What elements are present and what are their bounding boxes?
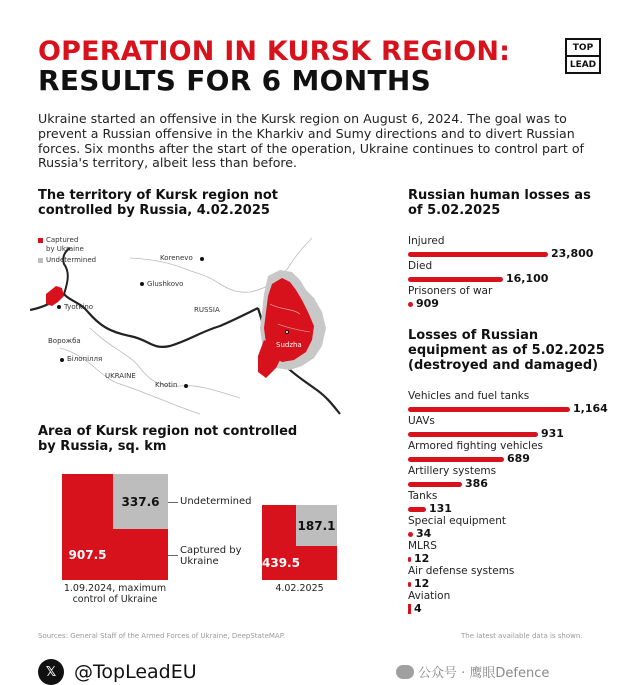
intro-text: Ukraine started an offensive in the Kursk region on August 6, 2024. The goal was to prevent a Russian offensive in the Kharkiv and Sumy directions and to divert Russian forces. Six months after the start of the operation, Ukraine continues to control part of Russia's territory, albeit less than before. [38,111,584,171]
legend-undetermined-swatch [38,258,43,263]
map-label-russia: RUSSIA [194,306,220,314]
equipment-label: Tanks [408,490,438,502]
map-dot-khotin [184,384,188,388]
equipment-value: 12 [414,552,430,565]
equipment-item [408,415,564,440]
equipment-label: Air defense systems [408,565,515,577]
equipment-heading: Losses of Russian equipment as of 5.02.2025 (destroyed and damaged) [408,328,605,373]
captured-label: Captured by Ukraine [180,544,242,567]
equipment-bar [408,532,413,537]
captured-connector [168,555,178,556]
equipment-bar-line [408,603,450,615]
equipment-label: Special equipment [408,515,506,527]
equipment-bar-line [408,403,608,415]
equipment-item [408,540,437,565]
equipment-bar-line [408,478,496,490]
equipment-value: 131 [429,502,452,515]
equipment-bar [408,482,462,487]
map-heading: The territory of Kursk region not controlled by Russia, 4.02.2025 [38,188,278,218]
captured-area-tyotkino [46,286,64,306]
legend-undetermined-label: Undetermined [46,256,97,264]
map-label-glushkovo: Glushkovo [147,280,184,288]
equipment-bar [408,604,411,614]
x-logo-icon[interactable]: 𝕏 [38,659,64,685]
equipment-label: Vehicles and fuel tanks [408,390,530,402]
map-dot-korenevo [200,257,204,261]
map-label-khotin: Khotin [155,381,178,389]
equipment-item [408,440,543,465]
top-lead-logo [565,38,601,74]
equipment-value: 931 [541,427,564,440]
loss-item [408,260,548,285]
loss-value: 16,100 [506,272,549,285]
equipment-bar [408,457,504,462]
area-captured-value: 907.5 [68,547,107,562]
equipment-bar-line [408,578,514,590]
area-heading: Area of Kursk region not controlled by Russia, sq. km [38,424,298,454]
map-legend [38,236,96,267]
equipment-bar [408,507,426,512]
equipment-bar-line [408,428,564,440]
loss-bar [408,252,548,257]
sources: Sources: General Staff of the Armed Forces of Ukraine, DeepStateMAP. [38,632,286,640]
equipment-label: Armored fighting vehicles [408,440,544,452]
equipment-bar-line [408,553,437,565]
equipment-bar-line [408,503,452,515]
logo-bottom: LEAD [569,59,597,70]
equipment-item [408,565,514,590]
undetermined-label: Undetermined [180,495,252,507]
loss-bar-line [408,273,548,285]
equipment-item [408,465,496,490]
legend-captured-label: Captured by Ukraine [46,236,84,253]
area-undetermined-value: 187.1 [297,518,336,533]
legend-captured-swatch [38,238,43,243]
equipment-value: 1,164 [573,402,608,415]
map-label-sudzha: Sudzha [276,341,302,349]
loss-label: Prisoners of war [408,285,493,297]
loss-bar-line [408,298,492,310]
equipment-item [408,390,608,415]
loss-label: Died [408,260,433,272]
wechat-icon [396,665,414,679]
watermark-text: 公众号 · 鹰眼Defence [418,666,550,681]
social-handle[interactable]: @TopLeadEU [74,661,197,683]
equipment-bar [408,582,411,587]
area-date-caption: 1.09.2024, maximum control of Ukraine [63,583,167,605]
equipment-value: 12 [414,577,430,590]
equipment-item [408,515,506,540]
equipment-value: 4 [414,602,422,615]
undetermined-connector [168,502,178,503]
equipment-label: MLRS [408,540,437,552]
map-dot-bilopillia [60,358,64,362]
map-label-ukraine: UKRAINE [105,372,136,380]
loss-item [408,235,593,260]
title-line-2: RESULTS FOR 6 MONTHS [38,64,432,97]
map-label-vorozhba: Ворожба [48,337,81,345]
equipment-bar-line [408,453,543,465]
area-date-caption: 4.02.2025 [275,583,324,594]
area-captured-value: 439.5 [262,556,300,570]
map-label-tyotkino: Tyotkino [64,303,94,311]
loss-label: Injured [408,235,445,247]
map-dot-glushkovo [140,282,144,286]
logo-top: TOP [567,40,599,57]
equipment-value: 34 [416,527,432,540]
map-dot-sudzha [285,330,289,334]
equipment-bar-line [408,528,506,540]
loss-bar [408,302,413,307]
loss-bar-line [408,248,593,260]
watermark [396,662,549,681]
equipment-value: 689 [507,452,530,465]
map-label-korenevo: Korenevo [160,254,193,262]
equipment-label: Aviation [408,590,451,602]
equipment-bar [408,557,411,562]
equipment-label: UAVs [408,415,435,427]
equipment-label: Artillery systems [408,465,497,477]
loss-value: 23,800 [551,247,594,260]
loss-item [408,285,492,310]
loss-value: 909 [416,297,439,310]
area-undetermined-value: 337.6 [121,494,160,509]
equipment-bar [408,432,538,437]
equipment-bar [408,407,570,412]
map-dot-tyotkino [57,305,61,309]
latest-note: The latest available data is shown. [461,632,583,640]
title-line-1: OPERATION IN KURSK REGION: [38,36,511,67]
equipment-item [408,590,450,615]
equipment-item [408,490,452,515]
loss-bar [408,277,503,282]
losses-heading: Russian human losses as of 5.02.2025 [408,188,591,218]
equipment-value: 386 [465,477,488,490]
map-label-bilopillia: Білопілля [67,355,103,363]
